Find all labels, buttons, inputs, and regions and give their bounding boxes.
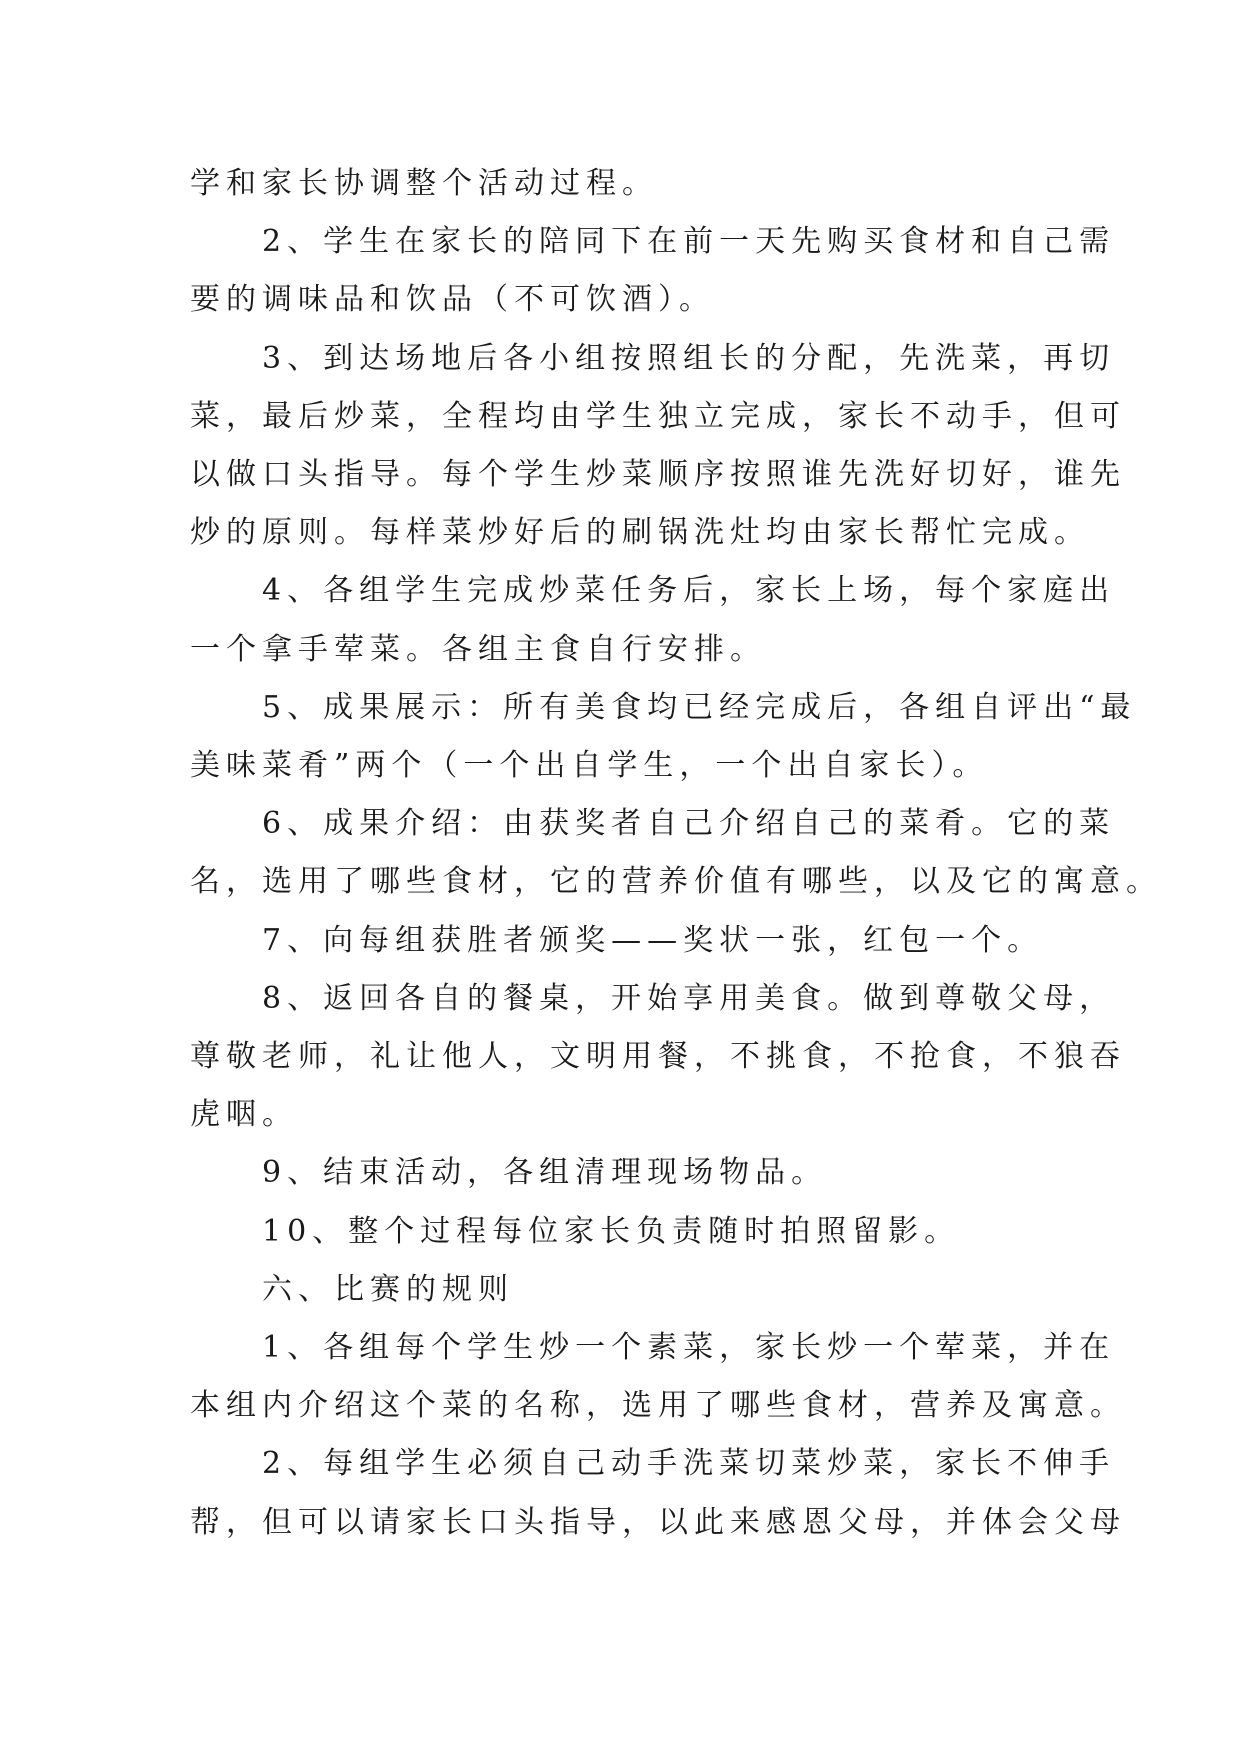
text-line: 本组内介绍这个菜的名称，选用了哪些食材，营养及寓意。 — [190, 1388, 1126, 1424]
section-heading: 六、比赛的规则 — [190, 1271, 514, 1307]
text-line: 10、整个过程每位家长负责随时拍照留影。 — [190, 1213, 961, 1249]
text-line: 2、学生在家长的陪同下在前一天先购买食材和自己需 — [190, 224, 1116, 260]
text-line: 学和家长协调整个活动过程。 — [190, 166, 658, 201]
document-body — [190, 155, 1162, 1552]
text-line: 尊敬老师，礼让他人，文明用餐，不挑食，不抢食，不狼吞 — [190, 1039, 1126, 1075]
text-line: 4、各组学生完成炒菜任务后，家长上场，每个家庭出 — [190, 573, 1116, 609]
text-line: 虎咽。 — [190, 1097, 298, 1133]
text-line: 1、各组每个学生炒一个素菜，家长炒一个荤菜，并在 — [190, 1330, 1116, 1366]
text-line: 3、到达场地后各小组按照组长的分配，先洗菜，再切 — [190, 340, 1116, 376]
text-line: 要的调味品和饮品（不可饮酒）。 — [190, 282, 715, 318]
text-line: 7、向每组获胜者颁奖——奖状一张，红包一个。 — [190, 922, 1044, 958]
text-line: 一个拿手荤菜。各组主食自行安排。 — [190, 631, 766, 667]
text-line: 名，选用了哪些食材，它的营养价值有哪些，以及它的寓意。 — [190, 864, 1162, 900]
text-line: 2、每组学生必须自己动手洗菜切菜炒菜，家长不伸手 — [190, 1446, 1116, 1482]
text-line: 帮，但可以请家长口头指导，以此来感恩父母，并体会父母 — [190, 1504, 1126, 1540]
text-line: 9、结束活动，各组清理现场物品。 — [190, 1155, 828, 1191]
text-line: 美味菜肴”两个（一个出自学生，一个出自家长）。 — [190, 748, 989, 784]
text-line: 8、返回各自的餐桌，开始享用美食。做到尊敬父母， — [190, 980, 1116, 1016]
text-line: 5、成果展示：所有美食均已经完成后，各组自评出“最 — [190, 689, 1137, 725]
text-line: 炒的原则。每样菜炒好后的刷锅洗灶均由家长帮忙完成。 — [190, 515, 1090, 551]
text-line: 菜，最后炒菜，全程均由学生独立完成，家长不动手，但可 — [190, 398, 1126, 434]
text-line: 以做口头指导。每个学生炒菜顺序按照谁先洗好切好，谁先 — [190, 457, 1126, 493]
text-line: 6、成果介绍：由获奖者自己介绍自己的菜肴。它的菜 — [190, 806, 1116, 842]
